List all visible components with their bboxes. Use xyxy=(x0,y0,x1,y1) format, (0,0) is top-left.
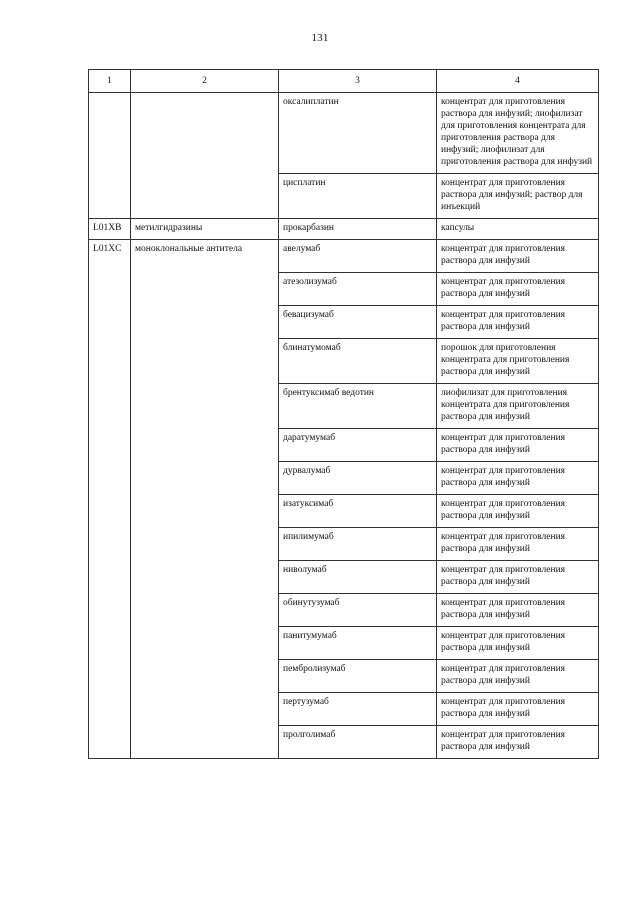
header-row xyxy=(89,70,599,93)
group-name-cell: моноклональные антитела xyxy=(131,240,279,759)
header-col-1: 1 xyxy=(89,70,131,93)
dosage-form-cell: концентрат для приготовления раствора для инфузий xyxy=(437,726,599,759)
dosage-form-cell: лиофилизат для приготовления концентрата для приготовления раствора для инфузий xyxy=(437,384,599,429)
drug-name-cell: бевацизумаб xyxy=(279,306,437,339)
dosage-form-cell: концентрат для приготовления раствора для инфузий; лиофилизат для приготовления концентрата для приготовления раствора для инфузий; лиофилизат для приготовления раствора для инфузий xyxy=(437,93,599,174)
drug-name-cell: изатуксимаб xyxy=(279,495,437,528)
dosage-form-cell: порошок для приготовления концентрата для приготовления раствора для инфузий xyxy=(437,339,599,384)
dosage-form-cell: концентрат для приготовления раствора для инфузий; раствор для инъекций xyxy=(437,174,599,219)
dosage-form-cell: концентрат для приготовления раствора для инфузий xyxy=(437,693,599,726)
drug-name-cell: блинатумомаб xyxy=(279,339,437,384)
drug-name-cell: атезолизумаб xyxy=(279,273,437,306)
table-body xyxy=(89,93,599,759)
dosage-form-cell: концентрат для приготовления раствора для инфузий xyxy=(437,561,599,594)
drug-name-cell: даратумумаб xyxy=(279,429,437,462)
atc-code-cell xyxy=(89,93,131,219)
dosage-form-cell: концентрат для приготовления раствора для инфузий xyxy=(437,495,599,528)
dosage-form-cell: концентрат для приготовления раствора для инфузий xyxy=(437,240,599,273)
group-name-cell xyxy=(131,93,279,219)
drug-name-cell: дурвалумаб xyxy=(279,462,437,495)
table-row xyxy=(89,240,599,273)
atc-code-cell: L01XC xyxy=(89,240,131,759)
table-header xyxy=(89,70,599,93)
page-number: 131 xyxy=(311,32,329,44)
table-row xyxy=(89,93,599,174)
dosage-form-cell: концентрат для приготовления раствора для инфузий xyxy=(437,660,599,693)
dosage-form-cell: концентрат для приготовления раствора для инфузий xyxy=(437,306,599,339)
dosage-form-cell: концентрат для приготовления раствора для инфузий xyxy=(437,627,599,660)
atc-code-cell: L01XB xyxy=(89,219,131,240)
drug-name-cell: авелумаб xyxy=(279,240,437,273)
dosage-form-cell: концентрат для приготовления раствора для инфузий xyxy=(437,273,599,306)
drug-name-cell: пролголимаб xyxy=(279,726,437,759)
drug-name-cell: прокарбазин xyxy=(279,219,437,240)
drug-name-cell: пертузумаб xyxy=(279,693,437,726)
dosage-form-cell: концентрат для приготовления раствора для инфузий xyxy=(437,594,599,627)
dosage-form-cell: концентрат для приготовления раствора для инфузий xyxy=(437,429,599,462)
drug-name-cell: брентуксимаб ведотин xyxy=(279,384,437,429)
drug-name-cell: цисплатин xyxy=(279,174,437,219)
drug-name-cell: пембролизумаб xyxy=(279,660,437,693)
header-col-4: 4 xyxy=(437,70,599,93)
header-col-3: 3 xyxy=(279,70,437,93)
drug-name-cell: обинутузумаб xyxy=(279,594,437,627)
drug-table xyxy=(88,69,599,759)
drug-name-cell: ниволумаб xyxy=(279,561,437,594)
header-col-2: 2 xyxy=(131,70,279,93)
drug-name-cell: ипилимумаб xyxy=(279,528,437,561)
drug-name-cell: панитумумаб xyxy=(279,627,437,660)
dosage-form-cell: капсулы xyxy=(437,219,599,240)
dosage-form-cell: концентрат для приготовления раствора для инфузий xyxy=(437,462,599,495)
dosage-form-cell: концентрат для приготовления раствора для инфузий xyxy=(437,528,599,561)
table-row xyxy=(89,219,599,240)
drug-name-cell: оксалиплатин xyxy=(279,93,437,174)
group-name-cell: метилгидразины xyxy=(131,219,279,240)
